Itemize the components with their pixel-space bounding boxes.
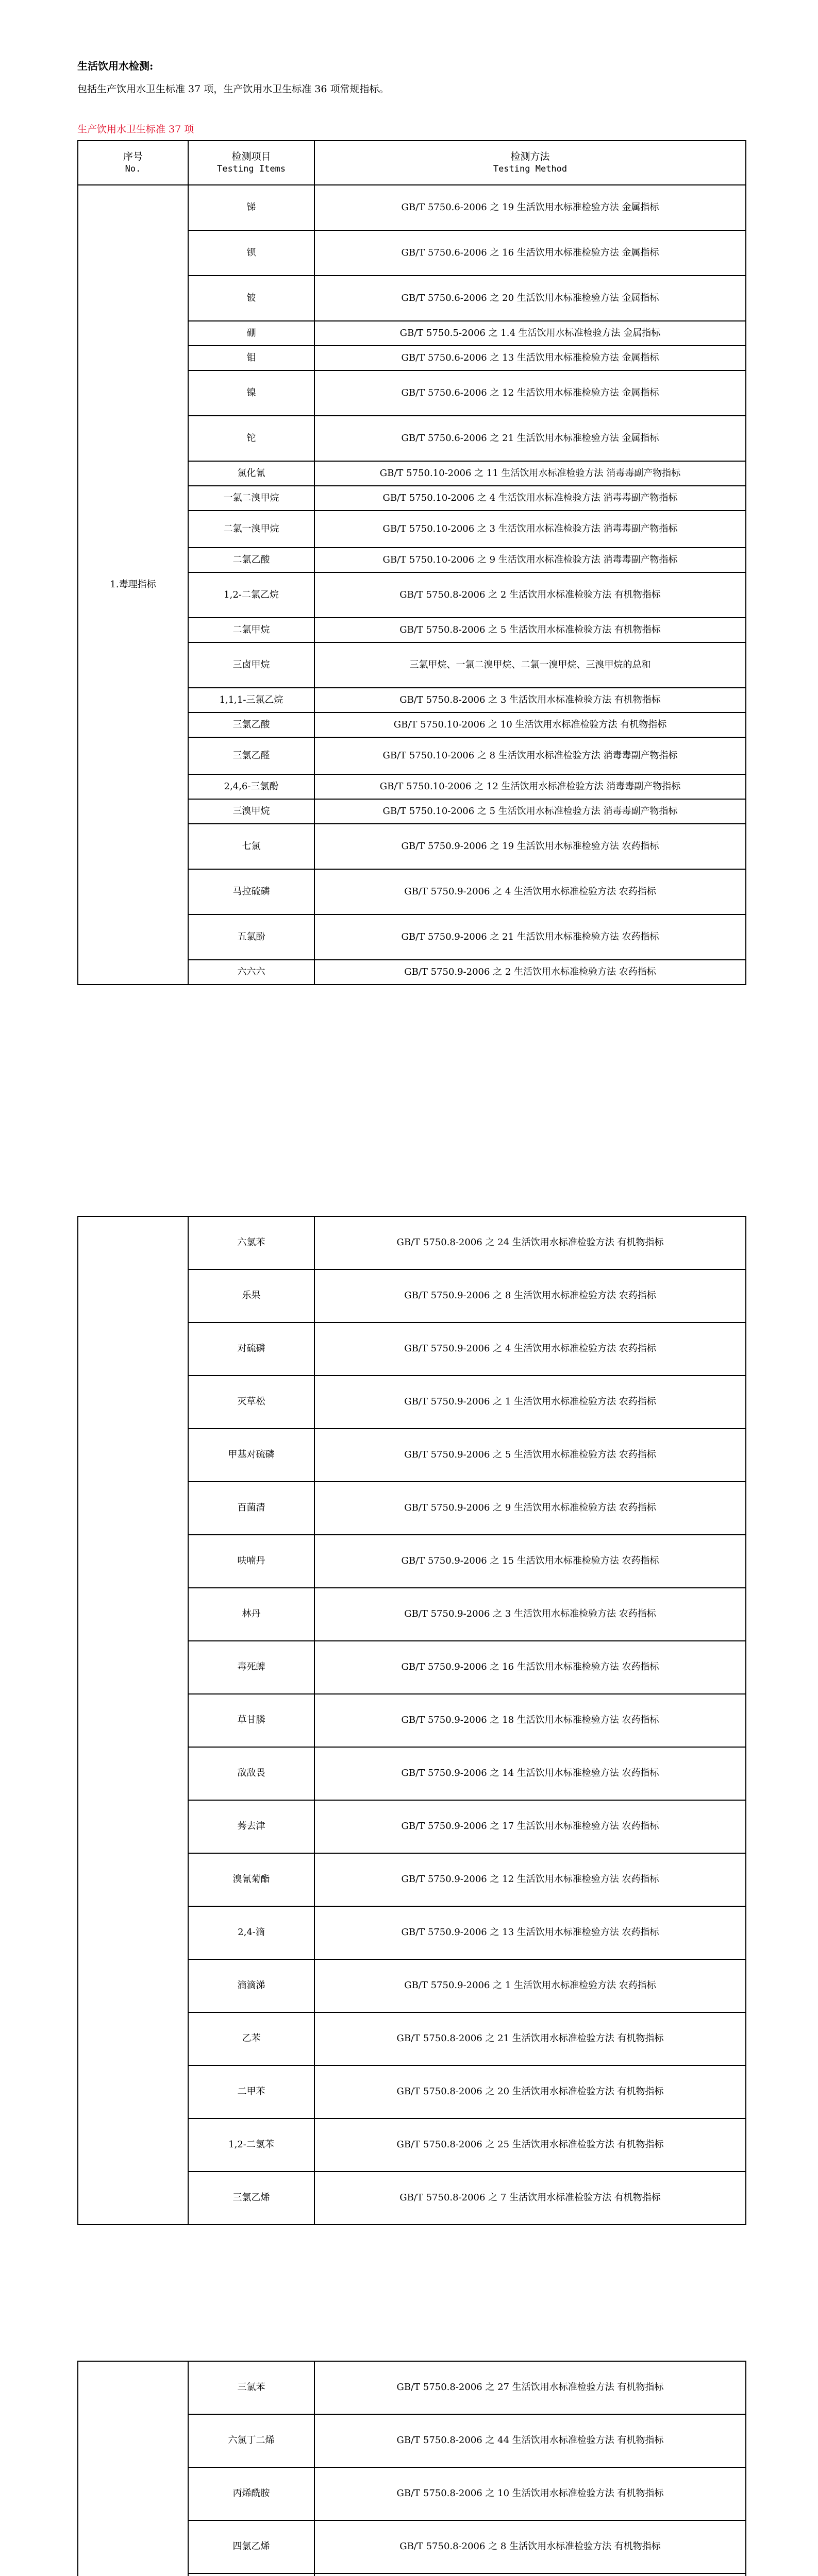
header-no-en: No. xyxy=(125,164,141,175)
item-cell: 一氯二溴甲烷 xyxy=(188,486,314,511)
item-cell: 毒死蜱 xyxy=(188,1641,314,1694)
page-title: 生活饮用水检测: xyxy=(77,60,154,72)
item-cell: 林丹 xyxy=(188,1588,314,1641)
method-cell: GB/T 5750.6-2006 之 20 生活饮用水标准检验方法 金属指标 xyxy=(314,276,746,321)
item-cell: 二甲苯 xyxy=(188,2065,314,2119)
item-cell: 氯化氰 xyxy=(188,461,314,486)
header-method-cn: 检测方法 xyxy=(510,150,550,162)
method-cell: GB/T 5750.8-2006 之 8 生活饮用水标准检验方法 有机物指标 xyxy=(314,2520,746,2573)
item-cell: 六六六 xyxy=(188,960,314,985)
method-cell: GB/T 5750.9-2006 之 9 生活饮用水标准检验方法 农药指标 xyxy=(314,1482,746,1535)
item-cell: 乐果 xyxy=(188,1269,314,1323)
item-cell: 三氯乙烯 xyxy=(188,2172,314,2225)
method-cell: GB/T 5750.10-2006 之 12 生活饮用水标准检验方法 消毒毒副产物指标 xyxy=(314,774,746,799)
method-cell: GB/T 5750.9-2006 之 8 生活饮用水标准检验方法 农药指标 xyxy=(314,1269,746,1323)
method-cell: GB/T 5750.9-2006 之 1 生活饮用水标准检验方法 农药指标 xyxy=(314,1959,746,2012)
item-cell: 滴滴涕 xyxy=(188,1959,314,2012)
method-cell: GB/T 5750.9-2006 之 3 生活饮用水标准检验方法 农药指标 xyxy=(314,1588,746,1641)
method-cell: GB/T 5750.9-2006 之 4 生活饮用水标准检验方法 农药指标 xyxy=(314,1323,746,1376)
item-cell: 呋喃丹 xyxy=(188,1535,314,1588)
item-cell: 1,2-二氯苯 xyxy=(188,2119,314,2172)
method-cell: GB/T 5750.10-2006 之 11 生活饮用水标准检验方法 消毒毒副产物指标 xyxy=(314,461,746,486)
method-cell: GB/T 5750.8-2006 之 7 生活饮用水标准检验方法 有机物指标 xyxy=(314,2172,746,2225)
group-cell xyxy=(78,2361,188,2576)
item-cell: 乙苯 xyxy=(188,2012,314,2065)
method-cell xyxy=(314,2573,746,2576)
method-cell: GB/T 5750.8-2006 之 44 生活饮用水标准检验方法 有机物指标 xyxy=(314,2414,746,2467)
item-cell: 三氯乙醛 xyxy=(188,737,314,774)
item-cell: 二氯一溴甲烷 xyxy=(188,511,314,548)
method-cell: GB/T 5750.9-2006 之 12 生活饮用水标准检验方法 农药指标 xyxy=(314,1853,746,1906)
item-cell: 三氯乙酸 xyxy=(188,713,314,737)
item-cell: 2,4-滴 xyxy=(188,1906,314,1959)
item-cell: 莠去津 xyxy=(188,1800,314,1853)
item-cell: 百菌清 xyxy=(188,1482,314,1535)
item-cell: 五氯酚 xyxy=(188,914,314,960)
item-cell: 三氯苯 xyxy=(188,2361,314,2414)
method-cell: GB/T 5750.8-2006 之 2 生活饮用水标准检验方法 有机物指标 xyxy=(314,572,746,618)
method-cell: GB/T 5750.8-2006 之 27 生活饮用水标准检验方法 有机物指标 xyxy=(314,2361,746,2414)
method-cell: GB/T 5750.10-2006 之 8 生活饮用水标准检验方法 消毒毒副产物指标 xyxy=(314,737,746,774)
header-no-cn: 序号 xyxy=(123,150,143,162)
method-cell: GB/T 5750.6-2006 之 13 生活饮用水标准检验方法 金属指标 xyxy=(314,346,746,370)
method-cell: GB/T 5750.9-2006 之 5 生活饮用水标准检验方法 农药指标 xyxy=(314,1429,746,1482)
item-cell: 钡 xyxy=(188,230,314,276)
group-cell xyxy=(78,1216,188,2225)
method-cell: GB/T 5750.6-2006 之 12 生活饮用水标准检验方法 金属指标 xyxy=(314,370,746,416)
method-cell: GB/T 5750.9-2006 之 19 生活饮用水标准检验方法 农药指标 xyxy=(314,824,746,869)
table-row xyxy=(78,1216,746,1269)
item-cell: 硼 xyxy=(188,321,314,346)
method-cell: GB/T 5750.10-2006 之 4 生活饮用水标准检验方法 消毒毒副产物指标 xyxy=(314,486,746,511)
item-cell: 灭草松 xyxy=(188,1376,314,1429)
method-cell: GB/T 5750.10-2006 之 9 生活饮用水标准检验方法 消毒毒副产物指标 xyxy=(314,548,746,572)
item-cell: 锑 xyxy=(188,185,314,230)
item-cell: 四氯乙烯 xyxy=(188,2520,314,2573)
item-cell: 马拉硫磷 xyxy=(188,869,314,914)
method-cell: GB/T 5750.9-2006 之 1 生活饮用水标准检验方法 农药指标 xyxy=(314,1376,746,1429)
item-cell: 六氯丁二烯 xyxy=(188,2414,314,2467)
method-cell: GB/T 5750.8-2006 之 20 生活饮用水标准检验方法 有机物指标 xyxy=(314,2065,746,2119)
item-cell: 三卤甲烷 xyxy=(188,642,314,688)
method-cell: GB/T 5750.9-2006 之 17 生活饮用水标准检验方法 农药指标 xyxy=(314,1800,746,1853)
table-caption: 生产饮用水卫生标准 37 项 xyxy=(77,124,194,135)
method-cell: GB/T 5750.8-2006 之 24 生活饮用水标准检验方法 有机物指标 xyxy=(314,1216,746,1269)
item-cell: 三溴甲烷 xyxy=(188,799,314,824)
method-cell: GB/T 5750.8-2006 之 25 生活饮用水标准检验方法 有机物指标 xyxy=(314,2119,746,2172)
method-cell: GB/T 5750.6-2006 之 19 生活饮用水标准检验方法 金属指标 xyxy=(314,185,746,230)
method-cell: GB/T 5750.9-2006 之 16 生活饮用水标准检验方法 农药指标 xyxy=(314,1641,746,1694)
method-cell: GB/T 5750.6-2006 之 21 生活饮用水标准检验方法 金属指标 xyxy=(314,416,746,461)
item-cell: 镍 xyxy=(188,370,314,416)
method-cell: GB/T 5750.9-2006 之 15 生活饮用水标准检验方法 农药指标 xyxy=(314,1535,746,1588)
method-cell: GB/T 5750.8-2006 之 10 生活饮用水标准检验方法 有机物指标 xyxy=(314,2467,746,2520)
item-cell: 2,4,6-三氯酚 xyxy=(188,774,314,799)
header-item-cn: 检测项目 xyxy=(231,150,271,162)
item-cell xyxy=(188,2573,314,2576)
item-cell: 1,1,1-三氯乙烷 xyxy=(188,688,314,713)
item-cell: 铍 xyxy=(188,276,314,321)
item-cell: 二氯乙酸 xyxy=(188,548,314,572)
method-cell: GB/T 5750.9-2006 之 21 生活饮用水标准检验方法 农药指标 xyxy=(314,914,746,960)
method-cell: GB/T 5750.10-2006 之 3 生活饮用水标准检验方法 消毒毒副产物指标 xyxy=(314,511,746,548)
header-method-en: Testing Method xyxy=(493,164,567,175)
item-cell: 二氯甲烷 xyxy=(188,618,314,642)
test-table-part-3 xyxy=(77,2361,746,2576)
item-cell: 甲基对硫磷 xyxy=(188,1429,314,1482)
subtitle: 包括生产饮用水卫生标准 37 项，生产饮用水卫生标准 36 项常规指标。 xyxy=(77,83,389,95)
method-cell: GB/T 5750.10-2006 之 10 生活饮用水标准检验方法 有机物指标 xyxy=(314,713,746,737)
header-item xyxy=(188,141,314,185)
method-cell: GB/T 5750.9-2006 之 2 生活饮用水标准检验方法 农药指标 xyxy=(314,960,746,985)
item-cell: 1,2-二氯乙烷 xyxy=(188,572,314,618)
item-cell: 丙烯酰胺 xyxy=(188,2467,314,2520)
group-cell: 1.毒理指标 xyxy=(78,185,188,985)
method-cell: GB/T 5750.10-2006 之 5 生活饮用水标准检验方法 消毒毒副产物指标 xyxy=(314,799,746,824)
item-cell: 敌敌畏 xyxy=(188,1747,314,1800)
method-cell: GB/T 5750.9-2006 之 14 生活饮用水标准检验方法 农药指标 xyxy=(314,1747,746,1800)
test-table-part-1 xyxy=(77,140,746,985)
item-cell: 七氯 xyxy=(188,824,314,869)
method-cell: GB/T 5750.8-2006 之 5 生活饮用水标准检验方法 有机物指标 xyxy=(314,618,746,642)
method-cell: 三氯甲烷、一氯二溴甲烷、二氯一溴甲烷、三溴甲烷的总和 xyxy=(314,642,746,688)
item-cell: 钼 xyxy=(188,346,314,370)
item-cell: 对硫磷 xyxy=(188,1323,314,1376)
table-row xyxy=(78,185,746,230)
method-cell: GB/T 5750.8-2006 之 3 生活饮用水标准检验方法 有机物指标 xyxy=(314,688,746,713)
method-cell: GB/T 5750.8-2006 之 21 生活饮用水标准检验方法 有机物指标 xyxy=(314,2012,746,2065)
header-method xyxy=(314,141,746,185)
header-item-en: Testing Items xyxy=(216,164,286,175)
method-cell: GB/T 5750.9-2006 之 13 生活饮用水标准检验方法 农药指标 xyxy=(314,1906,746,1959)
item-cell: 六氯苯 xyxy=(188,1216,314,1269)
item-cell: 溴氰菊酯 xyxy=(188,1853,314,1906)
method-cell: GB/T 5750.9-2006 之 4 生活饮用水标准检验方法 农药指标 xyxy=(314,869,746,914)
method-cell: GB/T 5750.6-2006 之 16 生活饮用水标准检验方法 金属指标 xyxy=(314,230,746,276)
item-cell: 铊 xyxy=(188,416,314,461)
test-table-part-2 xyxy=(77,1216,746,2225)
item-cell: 草甘膦 xyxy=(188,1694,314,1747)
method-cell: GB/T 5750.9-2006 之 18 生活饮用水标准检验方法 农药指标 xyxy=(314,1694,746,1747)
table-row xyxy=(78,2361,746,2414)
method-cell: GB/T 5750.5-2006 之 1.4 生活饮用水标准检验方法 金属指标 xyxy=(314,321,746,346)
header-row xyxy=(78,141,746,185)
header-no xyxy=(78,141,188,185)
